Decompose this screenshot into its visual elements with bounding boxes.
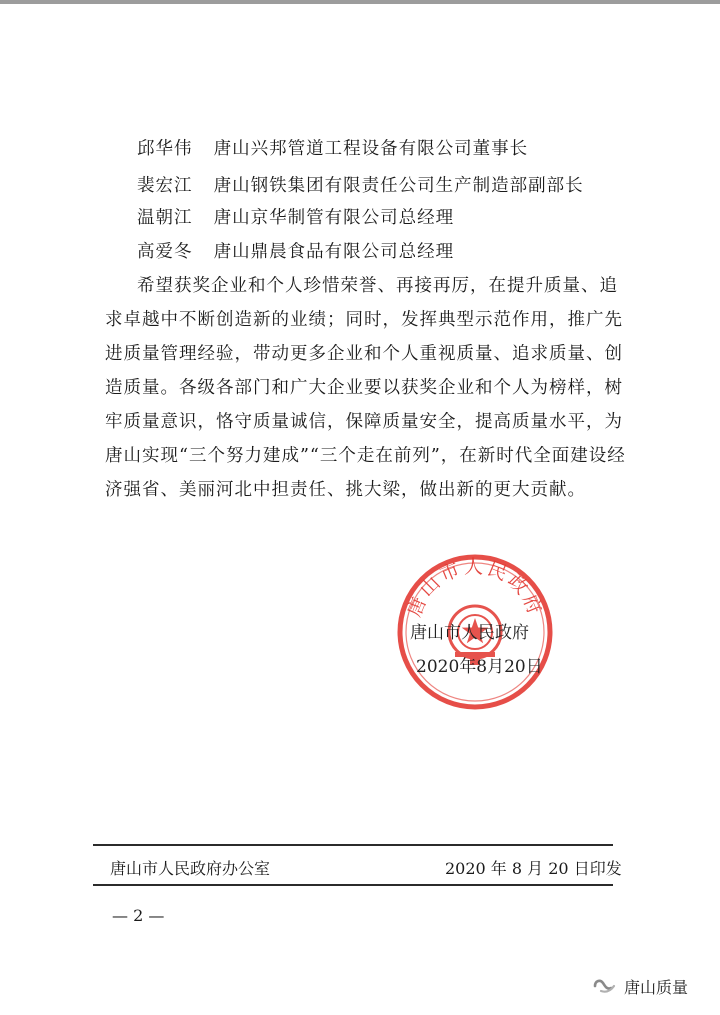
awardee-name: 温朝江 [137,208,193,228]
paragraph-line: 济强省、美丽河北中担责任、挑大梁，做出新的更大贡献。 [105,480,586,500]
awardee-name: 邱华伟 [137,139,193,159]
awardee-row [137,204,454,229]
page-number: — 2 — [112,906,165,925]
paragraph-line: 进质量管理经验，带动更多企业和个人重视质量、追求质量、创 [105,344,623,364]
issuer-signature: 唐山市人民政府 [410,623,529,643]
awardee-title: 唐山兴邦管道工程设备有限公司董事长 [213,139,529,159]
paragraph-line: 希望获奖企业和个人珍惜荣誉、再接再厉，在提升质量、追 [137,276,618,296]
paragraph-line: 求卓越中不断创造新的业绩；同时，发挥典型示范作用，推广先 [105,310,623,330]
footer-divider-bottom [93,884,613,886]
wechat-channel-icon [592,976,618,996]
awardee-row [137,135,528,160]
watermark-text: 唐山质量 [624,977,689,997]
awardee-row [137,238,454,263]
paragraph-line: 唐山实现“三个努力建成”“三个走在前列”，在新时代全面建设经 [105,446,626,466]
svg-text:唐山市人民政府: 唐山市人民政府 [403,556,547,621]
awardee-title: 唐山京华制管有限公司总经理 [213,208,455,228]
footer-divider-top [93,844,613,846]
paragraph-line: 牢质量意识，恪守质量诚信，保障质量安全，提高质量水平，为 [105,412,623,432]
footer-office: 唐山市人民政府办公室 [110,859,271,878]
awardee-row [137,172,584,197]
issue-date: 2020年8月20日 [416,657,543,677]
awardee-title: 唐山钢铁集团有限责任公司生产制造部副部长 [213,176,584,196]
footer-print-date: 2020 年 8 月 20 日印发 [445,859,622,878]
awardee-name: 裴宏江 [137,176,193,196]
document-page [0,4,720,1015]
paragraph-line: 造质量。各级各部门和广大企业要以获奖企业和个人为榜样，树 [105,378,623,398]
source-watermark [592,974,688,998]
awardee-title: 唐山鼎晨食品有限公司总经理 [213,242,455,262]
awardee-name: 高爱冬 [137,242,193,262]
